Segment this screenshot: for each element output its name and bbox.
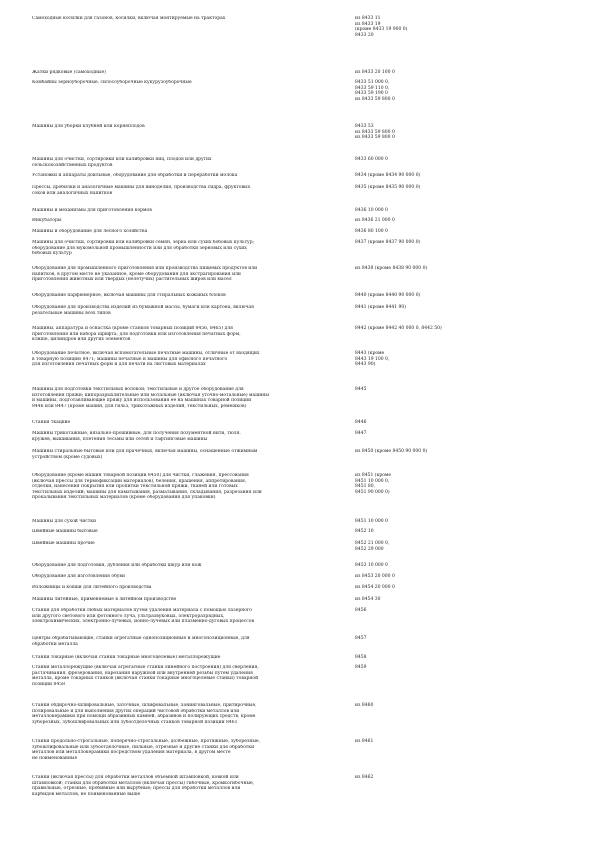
row-description (32, 229, 344, 235)
tn-ved-code: из 8433 59 800 0 (355, 129, 395, 135)
row-codes (355, 208, 580, 214)
description-line: Машины для уборки клубней или корнеплодов (32, 124, 145, 129)
description-line: полировальные и для выполнения других операций чистовой обработки металлов или (32, 708, 240, 714)
tn-ved-code: 8437 (кроме 8437 90 000 0) (355, 240, 421, 245)
description-line: устройством (кроме судовых) (32, 454, 103, 460)
description-line: резательные машины всех типов (32, 310, 111, 316)
description-line: Оборудование для промышленного приготовления или производства пищевых продуктов или (32, 266, 258, 271)
row-codes (355, 608, 580, 614)
row-description (32, 218, 344, 224)
description-line: металла, кроме токарных станков (включая станки токарные многоцелевые станки) товарной (32, 676, 259, 682)
row-codes (355, 157, 580, 163)
description-line: приготовления животных или твердых (нелетучих) растительных жиров или масел (32, 277, 232, 283)
row-description (32, 326, 344, 343)
row-codes (355, 351, 580, 368)
tn-ved-code: 8447 (355, 431, 367, 436)
description-line: зубошлифовальные или зубоотделочные, пильные, отрезные и другие станки для обработки (32, 744, 255, 750)
description-line: Инкубаторы (32, 218, 62, 223)
description-line: текстильных изделий; машины для наматывания, разматывания, складывания, разрезания или (32, 489, 262, 495)
tn-ved-code: 8445 (355, 387, 367, 392)
tn-ved-code: из 8454 20 000 0 (355, 585, 395, 590)
row-description (32, 473, 344, 501)
description-line: Станки ткацкие (32, 420, 71, 425)
row-codes (355, 431, 580, 437)
description-line: 8446 или 8447 (кроме машин, для гильз, трикотажных изделий, текстильных, ремешков) (32, 403, 247, 409)
description-line: правильные, отрезные, пробивные или вырубные; прессы для обработки металлов или (32, 786, 241, 792)
description-line: Машины трикотажные, вязально-прошивные, для получения позументной нити, тюля, (32, 431, 241, 436)
description-line: не поименованные (32, 755, 78, 761)
tn-ved-code: 8451 80, (355, 484, 376, 490)
description-line: Оборудование печатное, включая вспомогательные печатные машины, отличные от входящих (32, 351, 260, 356)
description-line: Комбайны зерноуборочные, силосоуборочные кукурузоуборочные (32, 80, 192, 85)
tn-ved-code: из 8461 (355, 739, 374, 744)
row-codes (355, 420, 580, 426)
tn-ved-code: 8459 (355, 665, 367, 670)
tn-ved-code: 8442 (кроме 8442 40 000 0, 8442 50) (355, 326, 442, 331)
row-codes (355, 293, 580, 299)
tn-ved-code: 8433 59 110 0, (355, 85, 390, 91)
tn-ved-code: 8451 10 000 0, (355, 478, 390, 484)
row-codes (355, 218, 580, 224)
description-line: напитков, в другом месте не указанное, кроме оборудования для экстрагирования или (32, 271, 241, 277)
row-codes (355, 240, 580, 246)
row-description (32, 240, 344, 257)
description-line: металлов или металлокерамики посредством удаления материала, в другом месте (32, 750, 231, 756)
tn-ved-code: 8458 (355, 655, 367, 660)
description-line: обработки металла (32, 641, 78, 647)
row-description (32, 585, 344, 591)
description-line: Машины литейные, применяемые в литейном производстве (32, 597, 177, 602)
description-line: зуборезных, зубошлифовальных или зубоотделочных станков товарной позиции 8461 (32, 719, 238, 725)
row-description (32, 597, 344, 603)
row-description (32, 655, 344, 661)
row-description (32, 775, 344, 797)
description-line: оборудование для мукомольной промышленности или для обработки зерновых или сухих (32, 245, 247, 251)
row-codes (355, 775, 580, 781)
row-description (32, 293, 344, 299)
description-line: Машины и оборудование для лесного хозяйства (32, 229, 148, 234)
description-line: Машины, аппаратура и оснастка (кроме станков товарных позиций 8456, 8465) для (32, 326, 233, 331)
row-description (32, 431, 344, 442)
row-description (32, 703, 344, 725)
row-codes (355, 529, 580, 535)
description-line: Самоходные косилки для газонов, косилки, включая монтируемые на тракторах (32, 16, 226, 21)
row-description (32, 608, 344, 625)
description-line: Машины для очистки, сортировки или калибровки яиц, плодов или других (32, 157, 212, 162)
description-line: карбидов металлов, не поименованные выше (32, 791, 141, 797)
row-codes (355, 636, 580, 642)
description-line: Станки металлорежущие (включая агрегатные станки линейного построения) для сверления, (32, 665, 259, 670)
tn-ved-code: из 8433 59 800 0 (355, 96, 395, 102)
row-codes (355, 229, 580, 235)
row-description (32, 519, 344, 525)
description-line: бобовых культур (32, 251, 72, 257)
description-line: Установки и аппараты доильные, оборудование для обработки и переработки молока (32, 173, 238, 178)
description-line: для изготовления печатных форм и для печати на листовых материалах (32, 362, 206, 368)
description-line: электрохимических, электронно-лучевых, ионно-лучевых или плазменно-дуговых процессов (32, 619, 254, 625)
description-line: Машины стиральные бытовые или для прачечных, включая машины, оснащенные отжимным (32, 449, 258, 454)
row-codes (355, 665, 580, 671)
description-line: и машины, подготавливающие пряжу для использования ее на машинах товарной позиции (32, 398, 252, 404)
description-line: Прессы, дробилки и аналогичные машины для виноделия, производства сидра, фруктовых (32, 185, 251, 190)
row-description (32, 266, 344, 283)
tn-ved-code: 8443 (кроме (355, 351, 385, 356)
tn-ved-code: 8443 19 100 0, (355, 356, 390, 362)
tn-ved-code: 8452 21 000 0, (355, 541, 390, 546)
description-line: Швейные машины прочие (32, 541, 95, 546)
row-codes (355, 541, 580, 552)
description-line: Швейные машины бытовые (32, 529, 98, 534)
row-codes (355, 124, 580, 141)
description-line: Жатки рядковые (самоходные) (32, 70, 106, 75)
row-description (32, 449, 344, 460)
tn-ved-code: из 8462 (355, 775, 374, 780)
tn-ved-code: 8452 10 (355, 529, 374, 534)
row-codes (355, 597, 580, 603)
row-description (32, 541, 344, 547)
description-line: Станки для обработки любых материалов путем удаления материала с помощью лазерного (32, 608, 253, 613)
tn-ved-code: 8441 (кроме 8441 90) (355, 305, 406, 310)
tn-ved-code: 8433 51 000 0, (355, 80, 390, 85)
row-description (32, 351, 344, 368)
description-line: отделки, нанесения покрытия или пропитки текстильной пряжи, тканей или готовых (32, 484, 238, 490)
row-description (32, 173, 344, 179)
tn-ved-code: из 8453 20 000 0 (355, 574, 395, 579)
description-line: Машины для очистки, сортировки или калибровки семян, зерна или сухих бобовых культур; (32, 240, 255, 245)
row-codes (355, 739, 580, 745)
row-codes (355, 266, 580, 272)
row-description (32, 636, 344, 647)
description-line: изготовления пряжи; кипоразрыхлительные или мотальные (включая уточно-мотальные) машины (32, 392, 269, 398)
row-description (32, 529, 344, 535)
row-codes (355, 519, 580, 525)
row-description (32, 665, 344, 687)
tn-ved-code: 8434 (кроме 8434 90 000 0) (355, 173, 421, 178)
tn-ved-code: 8433 59 190 0 (355, 91, 388, 97)
row-codes (355, 585, 580, 591)
row-codes (355, 703, 580, 709)
row-description (32, 574, 344, 580)
row-codes (355, 563, 580, 569)
tn-ved-code: из 8436 21 000 0 (355, 218, 395, 223)
tn-ved-code: 8436 10 000 0 (355, 208, 388, 213)
tn-ved-code: 8451 90 000 0) (355, 489, 390, 495)
tn-ved-code: из 8438 (кроме 8438 90 000 0) (355, 266, 428, 271)
description-line: или другого светового или фотонного луча, ультразвуковых, электроразрядных, (32, 613, 225, 619)
tn-ved-code: 8451 10 000 0 (355, 519, 388, 524)
description-line: Центры обрабатывающие, станки агрегатные однопозиционные и многопозиционные, для (32, 636, 250, 641)
description-line: Станки (включая прессы) для обработки металлов объемной штамповкой, ковкой или (32, 775, 239, 780)
description-line: Изложницы и ковши для литейного производства (32, 585, 152, 590)
tn-ved-code: из 8460 (355, 703, 374, 708)
row-description (32, 563, 344, 569)
description-line: Станки токарные (включая станки токарные многоцелевые) металлорежущие (32, 655, 221, 660)
row-description (32, 70, 344, 76)
row-description (32, 185, 344, 196)
description-line: позиции 8458 (32, 681, 65, 687)
tn-ved-code: (кроме 8433 19 900 0) (355, 27, 408, 33)
description-line: Машины для сухой чистки (32, 519, 97, 524)
description-line: Машины для подготовки текстильных волокон; текстильные и другое оборудование для (32, 387, 244, 392)
row-description (32, 739, 344, 761)
description-line: штамповкой; станки для обработки металлов (включая прессы) гибочные, кромкогибочные, (32, 780, 255, 786)
row-description (32, 157, 344, 168)
row-codes (355, 574, 580, 580)
row-codes (355, 16, 580, 38)
row-codes (355, 70, 580, 76)
row-codes (355, 326, 580, 332)
description-line: Оборудование (кроме машин товарной позиции 8450) для чистки, глажения, прессования (32, 473, 249, 478)
tn-ved-code: 8452 29 000 (355, 546, 384, 552)
row-description (32, 305, 344, 316)
description-line: Машины и механизмы для приготовления кормов (32, 208, 152, 213)
row-description (32, 124, 344, 130)
description-line: (включая прессы для термофиксации материалов), беления, крашения, аппретирования, (32, 478, 247, 484)
description-line: клише, цилиндров или других элементов (32, 337, 131, 343)
description-line: Оборудование для производства изделий из бумажной массы, бумаги или картона, включая (32, 305, 254, 310)
row-codes (355, 655, 580, 661)
tn-ved-code: из 8433 59 800 0 (355, 135, 395, 141)
description-line: кружев, вышивания, плетения тесьмы или сетей и тафтинговые машины (32, 436, 208, 442)
row-codes (355, 305, 580, 311)
tn-ved-code: 8435 (кроме 8435 90 000 0) (355, 185, 421, 190)
tn-ved-code: 8440 (кроме 8440 90 000 0) (355, 293, 421, 298)
description-line: растачивания, фрезерования, нарезания наружной или внутренней резьбы путем удаления (32, 670, 253, 676)
row-description (32, 80, 344, 86)
tn-ved-code: 8436 80 100 0 (355, 229, 388, 234)
description-line: Станки продольно-строгальные, поперечно-строгальные, долбежные, протяжные, зуборезные, (32, 739, 260, 744)
row-codes (355, 80, 580, 102)
row-codes (355, 387, 580, 393)
tn-ved-code: 8433 20 (355, 32, 374, 38)
tn-ved-code: из 8433 11 (355, 16, 381, 21)
tn-ved-code: из 8433 19 (355, 21, 381, 27)
tn-ved-code: 8443 90) (355, 362, 376, 368)
tn-ved-code: 8433 60 000 0 (355, 157, 388, 162)
row-codes (355, 449, 580, 455)
description-line: прокалывания текстильных материалов (кроме оборудования для упаковки) (32, 495, 216, 501)
description-line: Оборудование для подготовки, дубления или обработки шкур или кож (32, 563, 202, 568)
description-line: приготовления или набора шрифта, для подготовки или изготовления печатных форм, (32, 331, 241, 337)
row-codes (355, 473, 580, 495)
row-description (32, 387, 344, 409)
tn-ved-code: из 8454 30 (355, 597, 381, 602)
description-line: в товарную позицию 8471; машины печатные и машины для офисного печатного (32, 356, 228, 362)
description-line: Оборудование для изготовления обуви (32, 574, 125, 579)
description-line: металлокерамики при помощи абразивных камней, абразивов и полирующих средств, кроме (32, 714, 256, 720)
tn-ved-code: 8433 53 (355, 124, 374, 129)
description-line: соков или аналогичных напитков (32, 190, 113, 196)
row-description (32, 16, 344, 22)
tn-ved-code: из 8450 (кроме 8450 90 000 0) (355, 449, 428, 454)
tn-ved-code: из 8451 (кроме (355, 473, 392, 478)
tn-ved-code: 8446 (355, 420, 367, 425)
tn-ved-code: 8453 10 000 0 (355, 563, 388, 568)
tn-ved-code: из 8433 20 100 0 (355, 70, 395, 75)
description-line: Оборудование парфюмерное, включая машины для стиральных кожаных блоков (32, 293, 226, 298)
description-line: сельскохозяйственных продуктов (32, 162, 113, 168)
row-codes (355, 173, 580, 179)
description-line: Станки обдирочно-шлифовальные, заточные, шлифовальные, хонинговальные, притирочные, (32, 703, 257, 708)
row-description (32, 208, 344, 214)
row-codes (355, 185, 580, 191)
tn-ved-code: 8456 (355, 608, 367, 613)
row-description (32, 420, 344, 426)
tn-ved-code: 8457 (355, 636, 367, 641)
